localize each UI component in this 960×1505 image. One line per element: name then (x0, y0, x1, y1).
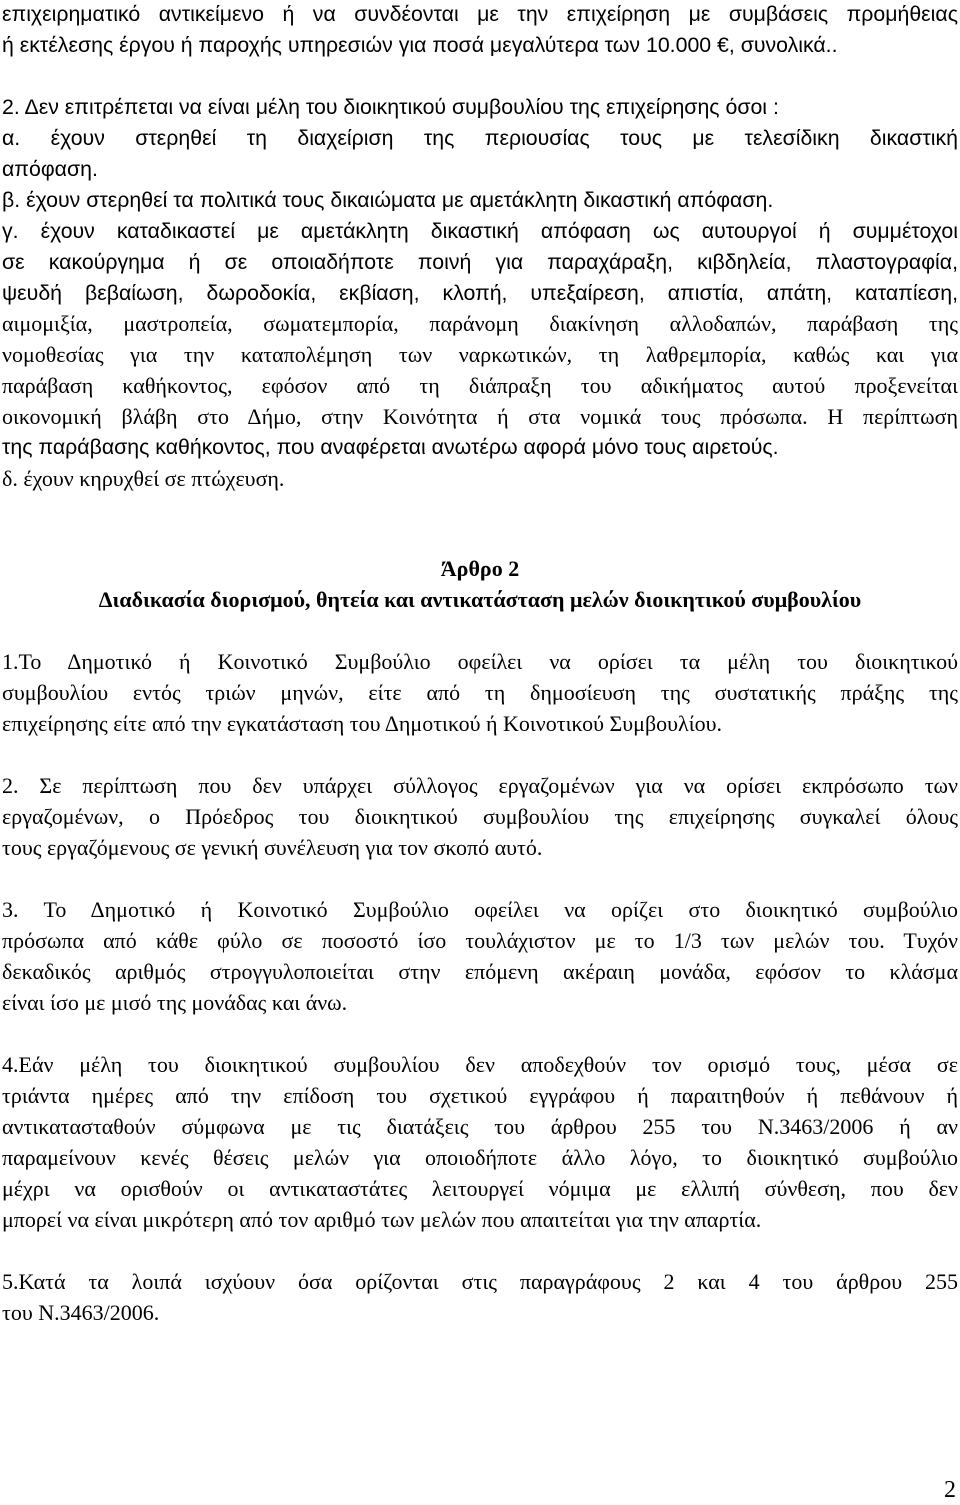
text-line: 5.Κατά τα λοιπά ισχύουν όσα ορίζονται στις παραγράφους 2 και 4 του άρθρου 255 (2, 1269, 958, 1294)
text-line: εργαζομένων, ο Πρόεδρος του διοικητικού συμβουλίου της επιχείρησης συγκαλεί όλους (2, 804, 958, 829)
text-line: 2. Σε περίπτωση που δεν υπάρχει σύλλογος εργαζομένων για να ορίσει εκπρόσωπο των (2, 773, 958, 798)
text-line: είναι ίσο με μισό της μονάδας και άνω. (2, 990, 348, 1015)
text-line: παραμείνουν κενές θέσεις μελών για οποιοδήποτε άλλο λόγο, το διοικητικό συμβούλιο (2, 1145, 958, 1170)
article-number: Άρθρο 2 (440, 556, 520, 581)
text-line: 3. Το Δημοτικό ή Κοινοτικό Συμβούλιο οφείλει να ορίζει στο διοικητικό συμβούλιο (2, 897, 958, 922)
text-line: τους εργαζόμενους σε γενική συνέλευση για τον σκοπό αυτό. (2, 835, 543, 860)
text-line: απόφαση. (2, 157, 98, 181)
text-line: δ. έχουν κηρυχθεί σε πτώχευση. (2, 466, 285, 491)
text-line: τριάντα ημέρες από την επίδοση του σχετικού εγγράφου ή παραιτηθούν ή πεθάνουν ή (2, 1083, 958, 1108)
text-line: 4.Εάν μέλη του διοικητικού συμβουλίου δεν αποδεχθούν τον ορισμό τους, μέσα σε (2, 1052, 958, 1077)
text-line: της παράβασης καθήκοντος, που αναφέρεται ανωτέρω αφορά μόνο τους αιρετούς. (2, 435, 779, 459)
text-line: β. έχουν στερηθεί τα πολιτικά τους δικαιώματα με αμετάκλητη δικαστική απόφαση. (2, 188, 774, 212)
text-line: μέχρι να ορισθούν οι αντικαταστάτες λειτουργεί νόμιμα με ελλιπή σύνθεση, που δεν (2, 1176, 958, 1201)
text-line: συμβουλίου εντός τριών μηνών, είτε από τη δημοσίευση της συστατικής πράξης της (2, 680, 958, 705)
text-line: δεκαδικός αριθμός στρογγυλοποιείται στην επόμενη ακέραιη μονάδα, εφόσον το κλάσμα (2, 959, 958, 984)
text-line: σε κακούργημα ή σε οποιαδήποτε ποινή για παραχάραξη, κιβδηλεία, πλαστογραφία, (2, 250, 958, 274)
text-line: α. έχουν στερηθεί τη διαχείριση της περιουσίας τους με τελεσίδικη δικαστική (2, 126, 958, 150)
text-line: 2. Δεν επιτρέπεται να είναι μέλη του διοικητικού συμβουλίου της επιχείρησης όσοι : (2, 95, 779, 119)
text-line: επιχειρηματικό αντικείμενο ή να συνδέονται με την επιχείρηση με συμβάσεις προμήθειας (2, 2, 958, 26)
text-line: αντικατασταθούν σύμφωνα με τις διατάξεις του άρθρου 255 του Ν.3463/2006 ή αν (2, 1114, 958, 1139)
text-line: ή εκτέλεσης έργου ή παροχής υπηρεσιών για ποσά μεγαλύτερα των 10.000 €, συνολικά.. (2, 33, 838, 57)
text-line: αιμομιξία, μαστροπεία, σωματεμπορία, παράνομη διακίνηση αλλοδαπών, παράβαση της (2, 311, 958, 336)
text-line: 1.Το Δημοτικό ή Κοινοτικό Συμβούλιο οφείλει να ορίσει τα μέλη του διοικητικού (2, 649, 958, 674)
text-line: παράβαση καθήκοντος, εφόσον από τη διάπραξη του αδικήματος αυτού προξενείται (2, 373, 958, 398)
text-line: επιχείρησης είτε από την εγκατάσταση του Δημοτικού ή Κοινοτικού Συμβουλίου. (2, 711, 723, 736)
text-line: γ. έχουν καταδικαστεί με αμετάκλητη δικαστική απόφαση ως αυτουργοί ή συμμέτοχοι (2, 219, 958, 243)
text-line: μπορεί να είναι μικρότερη από τον αριθμό των μελών που απαιτείται για την απαρτία. (2, 1207, 762, 1232)
text-line: ψευδή βεβαίωση, δωροδοκία, εκβίαση, κλοπή, υπεξαίρεση, απιστία, απάτη, καταπίεση, (2, 281, 958, 305)
text-line: οικονομική βλάβη στο Δήμο, στην Κοινότητα ή στα νομικά τους πρόσωπα. Η περίπτωση (2, 404, 958, 429)
text-line: του Ν.3463/2006. (2, 1300, 160, 1325)
text-line: πρόσωπα από κάθε φύλο σε ποσοστό ίσο τουλάχιστον με το 1/3 των μελών του. Τυχόν (2, 928, 958, 953)
text-line: νομοθεσίας για την καταπολέμηση των ναρκωτικών, τη λαθρεμπορία, καθώς και για (2, 342, 958, 367)
page-number: 2 (944, 1477, 956, 1503)
article-title: Διαδικασία διορισμού, θητεία και αντικατάσταση μελών διοικητικού συμβουλίου (98, 587, 862, 612)
